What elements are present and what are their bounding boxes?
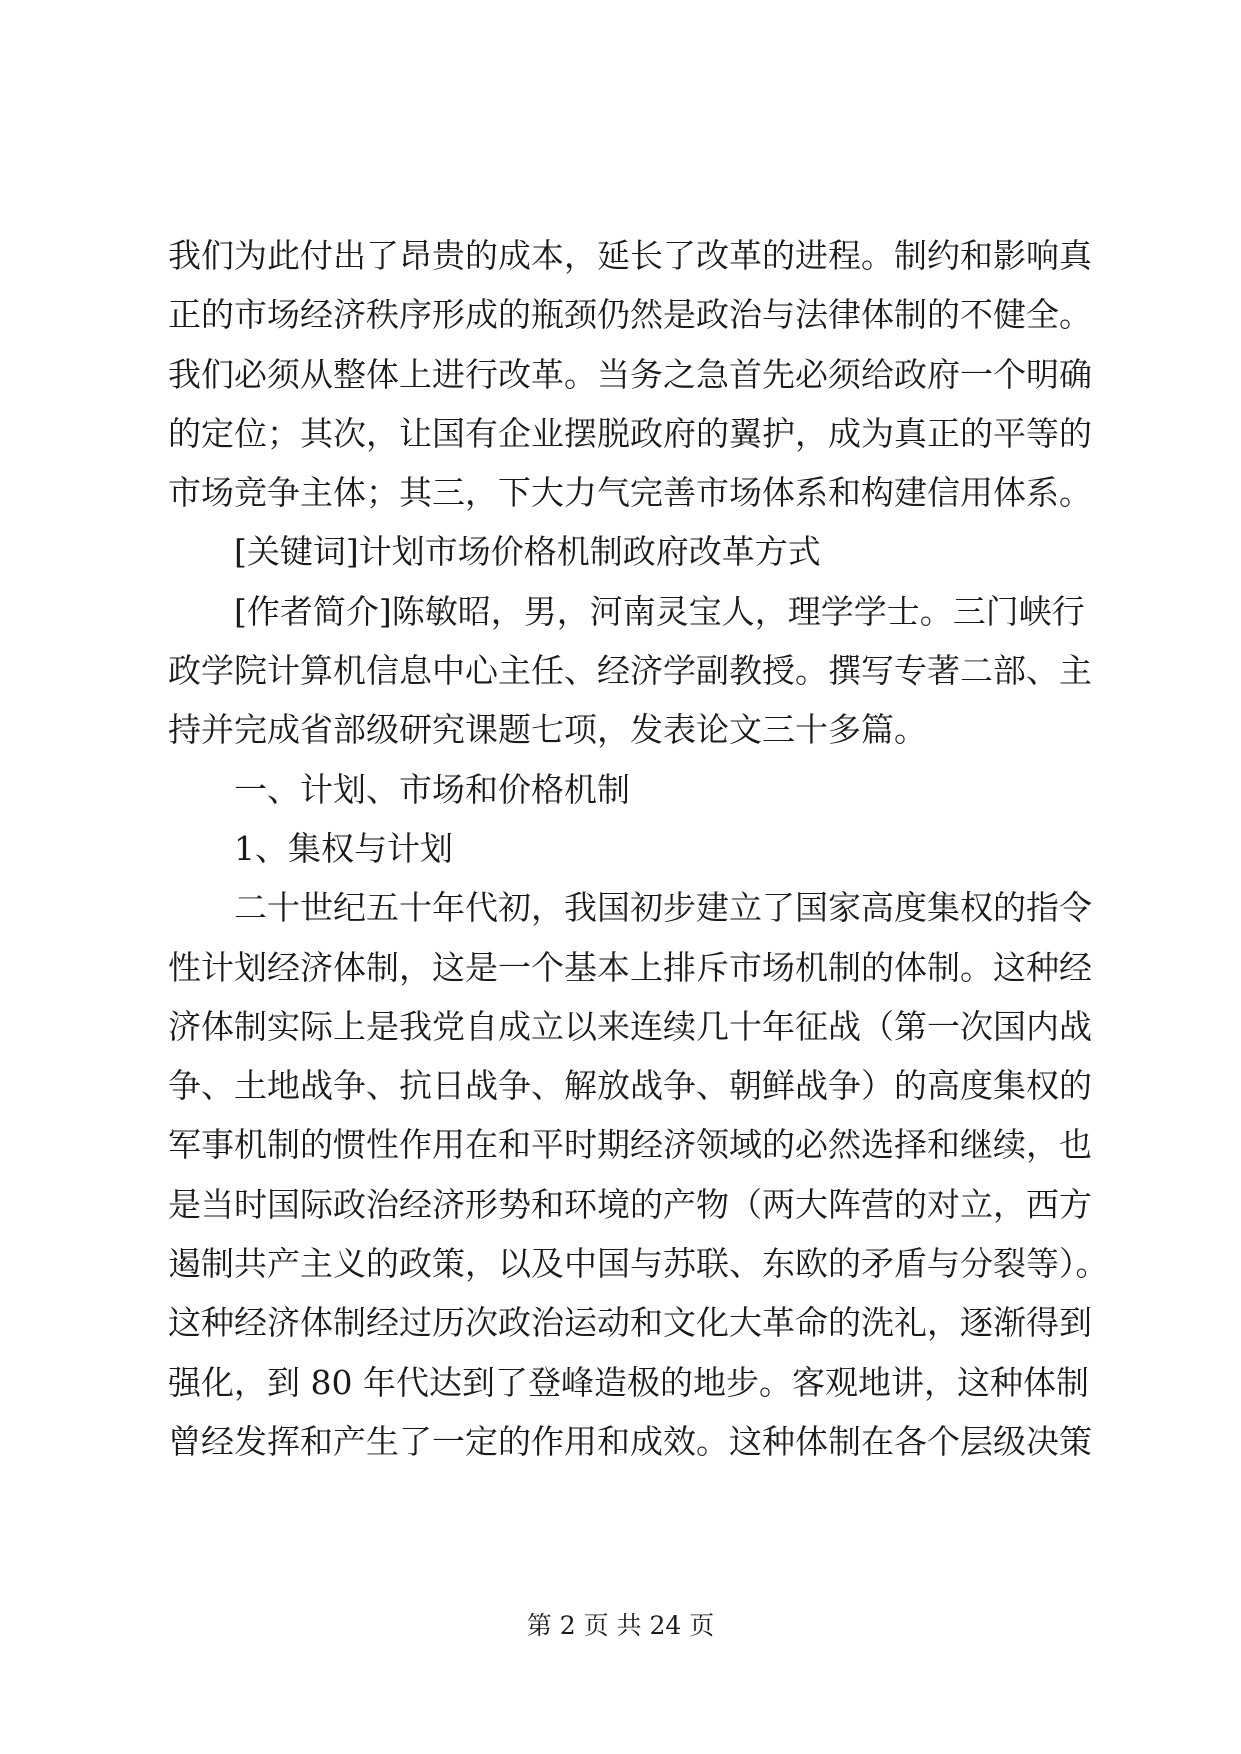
text-line: 正的市场经济秩序形成的瓶颈仍然是政治与法律体制的不健全。 (168, 295, 1092, 335)
text-line: 争、土地战争、抗日战争、解放战争、朝鲜战争）的高度集权的 (168, 1066, 1092, 1106)
text-line: 我们为此付出了昂贵的成本，延长了改革的进程。制约和影响真 (168, 236, 1092, 275)
text-line: 我们必须从整体上进行改革。当务之急首先必须给政府一个明确 (168, 354, 1092, 394)
text-line: 性计划经济体制，这是一个基本上排斥市场机制的体制。这种经 (168, 947, 1092, 987)
text-line: 持并完成省部级研究课题七项，发表论文三十多篇。 (168, 710, 927, 750)
page-footer: 第 2 页 共 24 页 (526, 1611, 715, 1640)
text-line: 政学院计算机信息中心主任、经济学副教授。撰写专著二部、主 (168, 651, 1092, 691)
text-line: [作者简介]陈敏昭，男，河南灵宝人，理学学士。三门峡行 (234, 591, 1085, 631)
text-line: [关键词]计划市场价格机制政府改革方式 (234, 532, 821, 572)
text-line: 军事机制的惯性作用在和平时期经济领域的必然选择和继续，也 (168, 1125, 1092, 1165)
body-text (168, 226, 1109, 1471)
text-line: 是当时国际政治经济形势和环境的产物（两大阵营的对立，西方 (168, 1184, 1092, 1224)
text-line: 曾经发挥和产生了一定的作用和成效。这种体制在各个层级决策 (168, 1421, 1092, 1461)
text-line: 的定位；其次，让国有企业摆脱政府的翼护，成为真正的平等的 (168, 413, 1092, 453)
text-line: 遏制共产主义的政策，以及中国与苏联、东欧的矛盾与分裂等）。 (168, 1244, 1109, 1284)
text-line: 1、集权与计划 (234, 828, 453, 868)
text-line: 济体制实际上是我党自成立以来连续几十年征战（第一次国内战 (168, 1006, 1092, 1046)
text-line: 这种经济体制经过历次政治运动和文化大革命的洗礼，逐渐得到 (168, 1303, 1092, 1343)
text-line: 市场竞争主体；其三，下大力气完善市场体系和构建信用体系。 (168, 473, 1092, 513)
text-line: 二十世纪五十年代初，我国初步建立了国家高度集权的指令 (234, 888, 1092, 928)
text-line: 强化，到 80 年代达到了登峰造极的地步。客观地讲，这种体制 (168, 1362, 1089, 1402)
text-line: 一、计划、市场和价格机制 (234, 769, 630, 809)
